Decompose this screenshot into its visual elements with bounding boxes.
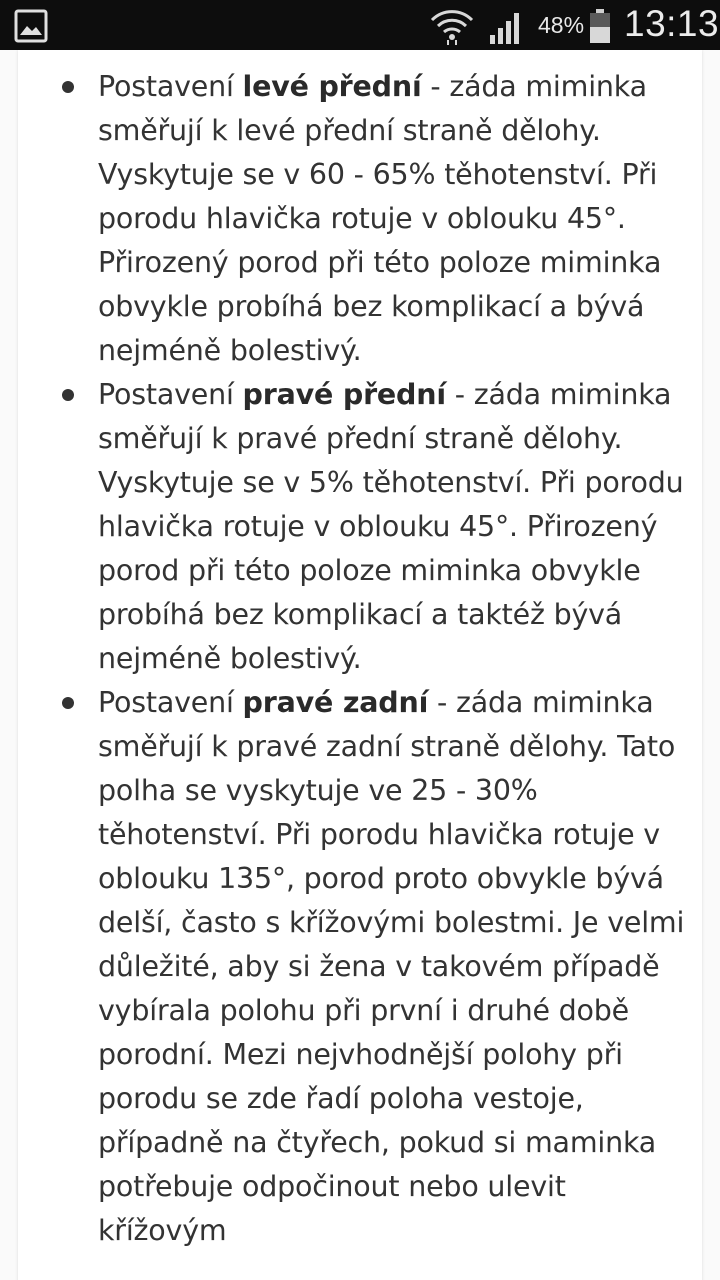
status-bar xyxy=(0,0,720,50)
battery-percent: 48% xyxy=(538,12,585,38)
signal-icon xyxy=(488,9,524,45)
fetal-position-list xyxy=(0,65,720,1253)
item-bold-term: levé přední xyxy=(242,70,422,103)
item-prefix: Postavení xyxy=(98,686,243,719)
article-page xyxy=(0,50,720,1280)
bullet-icon xyxy=(62,389,74,401)
clock: 13:13 xyxy=(624,3,720,44)
item-text: - záda miminka směřují k levé přední straně dělohy. Vyskytuje se v 60 - 65% těhotenství. Při porodu hlavička rotuje v oblouku 45°. Přirozený porod při této poloze miminka obvykle probíhá bez komplikací a bývá nejméně bolestivý. xyxy=(98,70,662,367)
item-text: - záda miminka směřují k pravé přední straně dělohy. Vyskytuje se v 5% těhotenství. Při porodu hlavička rotuje v oblouku 45°. Přirozený porod při této poloze miminka obvykle probíhá bez komplikací a taktéž bývá nejméně bolestivý. xyxy=(98,378,684,675)
gallery-icon xyxy=(14,9,48,43)
bullet-icon xyxy=(62,81,74,93)
battery-icon xyxy=(588,8,612,44)
bullet-icon xyxy=(62,697,74,709)
item-prefix: Postavení xyxy=(98,70,243,103)
list-item xyxy=(0,681,720,1253)
list-item xyxy=(0,373,720,681)
list-item xyxy=(0,65,720,373)
item-bold-term: pravé přední xyxy=(242,378,446,411)
item-text: - záda miminka směřují k pravé zadní straně dělohy. Tato polha se vyskytuje ve 25 - 30% těhotenství. Při porodu hlavička rotuje v oblouku 135°, porod proto obvykle bývá delší, často s křížovými bolestmi. Je velmi důležité, aby si žena v takovém případě vybírala polohu při první i druhé době porodní. Mezi nejvhodnější polohy při porodu se zde řadí poloha vestoje, případně na čtyřech, pokud si maminka potřebuje odpočinout nebo ulevit křížovým xyxy=(98,686,685,1247)
item-prefix: Postavení xyxy=(98,378,243,411)
wifi-icon xyxy=(430,6,474,46)
item-bold-term: pravé zadní xyxy=(242,686,429,719)
